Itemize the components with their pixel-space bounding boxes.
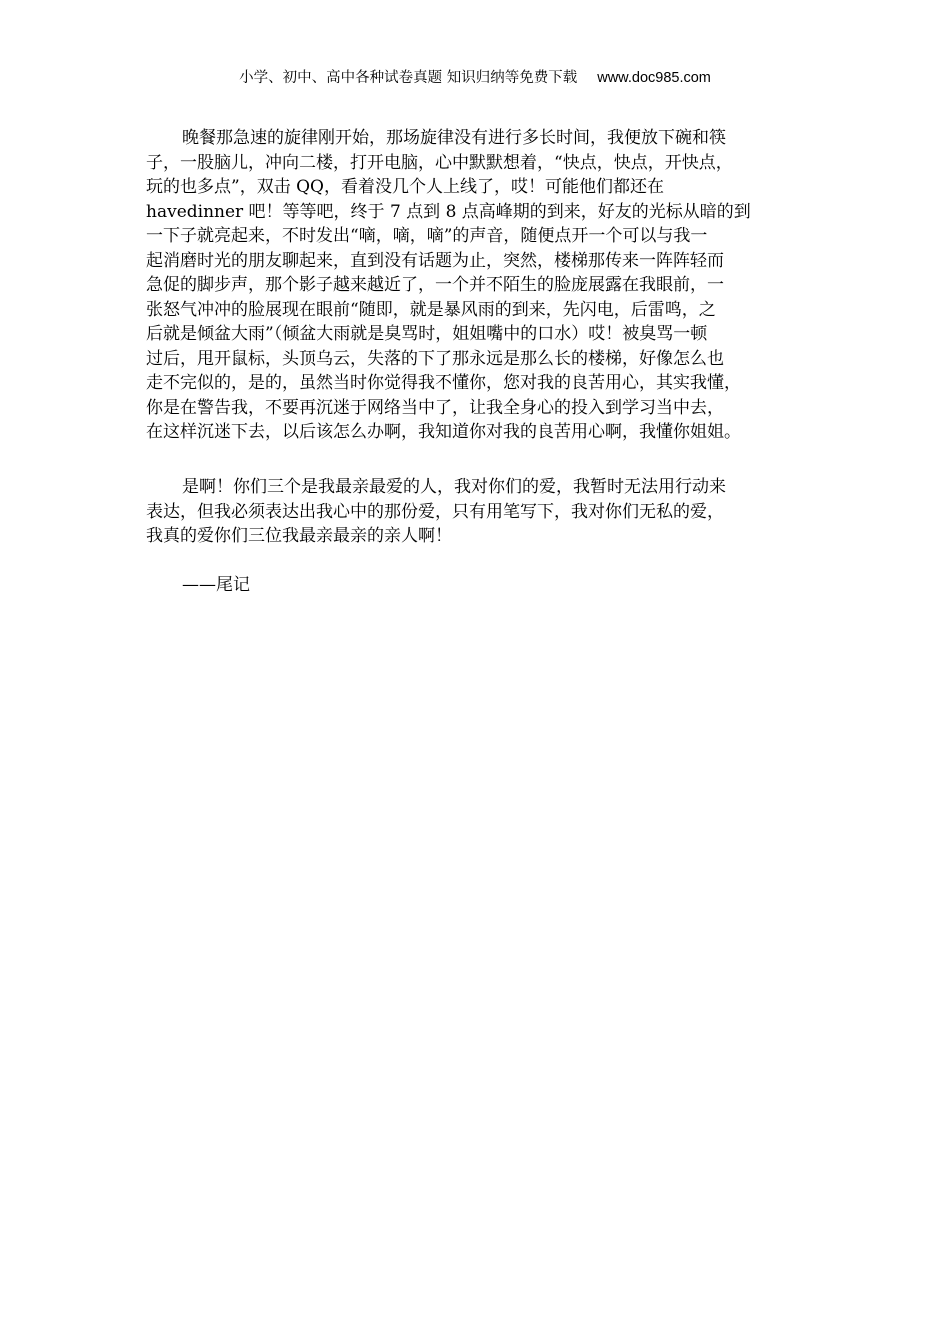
page-header	[0, 68, 950, 88]
paragraph-line: 一下子就亮起来，不时发出“嘀，嘀，嘀”的声音，随便点开一个可以与我一	[146, 226, 708, 246]
header-text: 小学、初中、高中各种试卷真题 知识归纳等免费下载	[239, 70, 578, 86]
paragraph-line: 后就是倾盆大雨”（倾盆大雨就是臭骂时，姐姐嘴中的口水）哎！被臭骂一顿	[146, 324, 708, 344]
signoff	[146, 573, 810, 598]
paragraph-line: 张怒气冲冲的脸展现在眼前“随即，就是暴风雨的到来，先闪电，后雷鸣，之	[146, 299, 716, 320]
signoff-text: ——尾记	[182, 575, 250, 595]
paragraph-line: 在这样沉迷下去，以后该怎么办啊，我知道你对我的良苦用心啊，我懂你姐姐。	[146, 422, 741, 442]
paragraph-line: 玩的也多点”，双击 QQ，看着没几个人上线了，哎！可能他们都还在	[146, 177, 664, 197]
paragraph-1	[146, 126, 810, 445]
paragraph-line: 是啊！你们三个是我最亲最爱的人，我对你们的爱，我暂时无法用行动来	[182, 477, 726, 497]
paragraph-line: 走不完似的，是的，虽然当时你觉得我不懂你，您对我的良苦用心，其实我懂，	[146, 373, 741, 393]
paragraph-line: 表达，但我必须表达出我心中的那份爱，只有用笔写下，我对你们无私的爱，	[146, 501, 724, 522]
paragraph-line: 过后，甩开鼠标，头顶乌云，失落的下了那永远是那么长的楼梯，好像怎么也	[146, 348, 724, 369]
paragraph-line: 你是在警告我，不要再沉迷于网络当中了，让我全身心的投入到学习当中去，	[146, 397, 724, 418]
paragraph-line: 我真的爱你们三位我最亲最亲的亲人啊！	[146, 526, 452, 546]
paragraph-2	[146, 475, 810, 549]
paragraph-line: 急促的脚步声，那个影子越来越近了，一个并不陌生的脸庞展露在我眼前，一	[146, 275, 724, 295]
paragraph-line: 起消磨时光的朋友聊起来，直到没有话题为止，突然，楼梯那传来一阵阵轻而	[146, 250, 724, 271]
paragraph-line: 子，一股脑儿，冲向二楼，打开电脑，心中默默想着，“快点，快点，开快点，	[146, 152, 733, 173]
paragraph-line: 晚餐那急速的旋律刚开始，那场旋律没有进行多长时间，我便放下碗和筷	[182, 128, 726, 148]
paragraph-line: havedinner 吧！等等吧，终于 7 点到 8 点高峰期的到来，好友的光标从暗的到	[146, 201, 751, 222]
header-site-url: www.doc985.com	[597, 70, 711, 86]
